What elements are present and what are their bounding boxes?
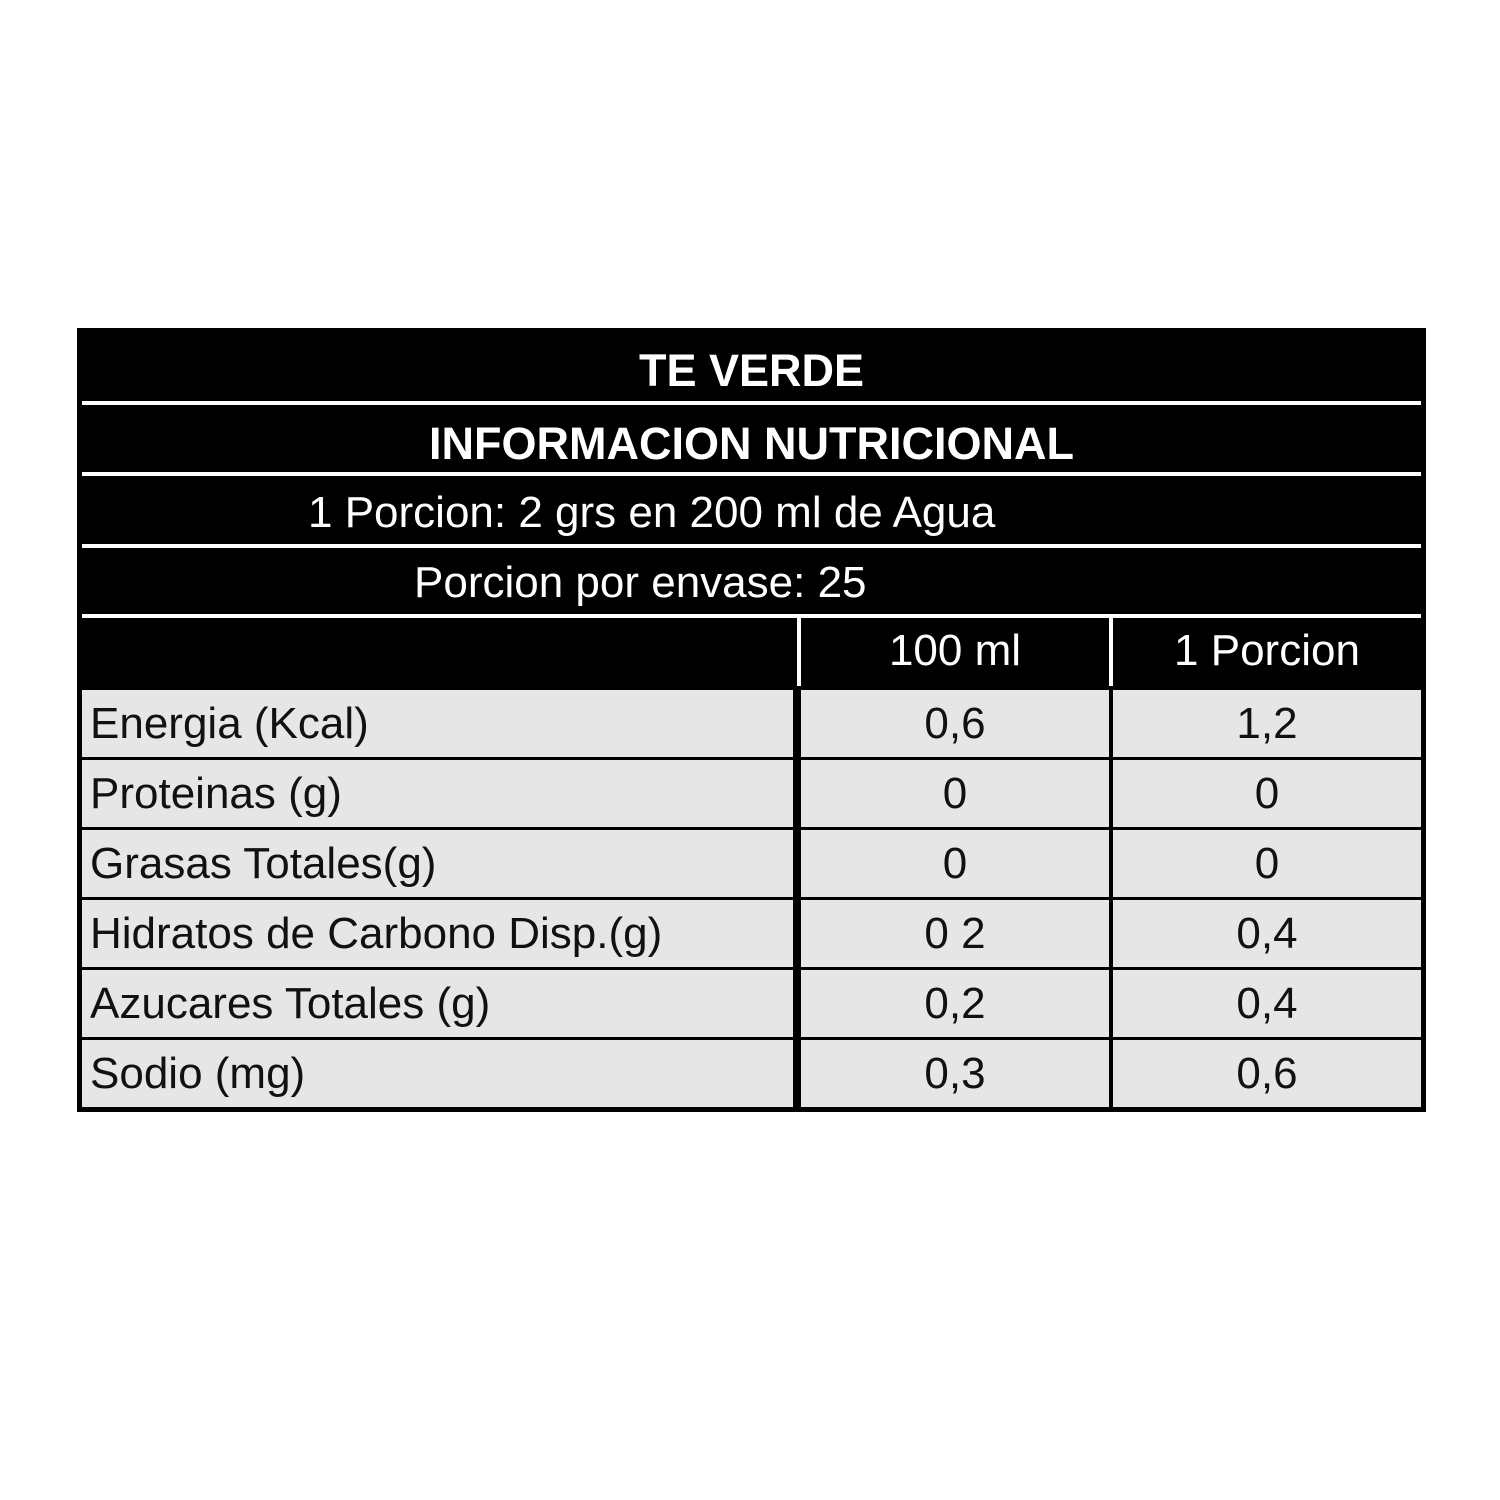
value-per-100ml: 0 2 bbox=[801, 900, 1109, 967]
value-per-portion: 0,4 bbox=[1113, 900, 1421, 967]
value-per-portion: 0 bbox=[1113, 760, 1421, 827]
table-row bbox=[82, 1040, 1421, 1107]
serving-size-text: 1 Porcion: 2 grs en 200 ml de Agua bbox=[308, 488, 996, 537]
servings-per-container-bar bbox=[82, 548, 1421, 618]
column-header-nutrient bbox=[82, 618, 797, 686]
value-per-portion: 0,4 bbox=[1113, 970, 1421, 1037]
nutrient-name: Energia (Kcal) bbox=[82, 690, 793, 757]
servings-per-container-text: Porcion por envase: 25 bbox=[414, 558, 867, 607]
table-row bbox=[82, 830, 1421, 897]
value-per-portion: 0,6 bbox=[1113, 1040, 1421, 1107]
value-per-portion: 0 bbox=[1113, 830, 1421, 897]
nutrient-name: Azucares Totales (g) bbox=[82, 970, 793, 1037]
column-header-row bbox=[82, 618, 1421, 686]
table-row bbox=[82, 760, 1421, 827]
table-row bbox=[82, 900, 1421, 967]
value-per-portion: 1,2 bbox=[1113, 690, 1421, 757]
value-per-100ml: 0 bbox=[801, 830, 1109, 897]
table-row bbox=[82, 970, 1421, 1037]
nutrient-name: Grasas Totales(g) bbox=[82, 830, 793, 897]
serving-size-bar bbox=[82, 476, 1421, 548]
nutrition-table bbox=[77, 328, 1426, 1112]
nutrient-name: Proteinas (g) bbox=[82, 760, 793, 827]
nutrient-name: Sodio (mg) bbox=[82, 1040, 793, 1107]
product-title: TE VERDE bbox=[638, 345, 865, 396]
table-subtitle: INFORMACION NUTRICIONAL bbox=[429, 418, 1074, 469]
value-per-100ml: 0 bbox=[801, 760, 1109, 827]
value-per-100ml: 0,2 bbox=[801, 970, 1109, 1037]
nutrient-name: Hidratos de Carbono Disp.(g) bbox=[82, 900, 793, 967]
column-header-per-100ml: 100 ml bbox=[888, 626, 1022, 675]
value-per-100ml: 0,3 bbox=[801, 1040, 1109, 1107]
table-row bbox=[82, 690, 1421, 757]
subtitle-bar bbox=[82, 405, 1421, 476]
title-bar bbox=[82, 328, 1421, 405]
value-per-100ml: 0,6 bbox=[801, 690, 1109, 757]
column-header-per-portion: 1 Porcion bbox=[1174, 626, 1360, 675]
